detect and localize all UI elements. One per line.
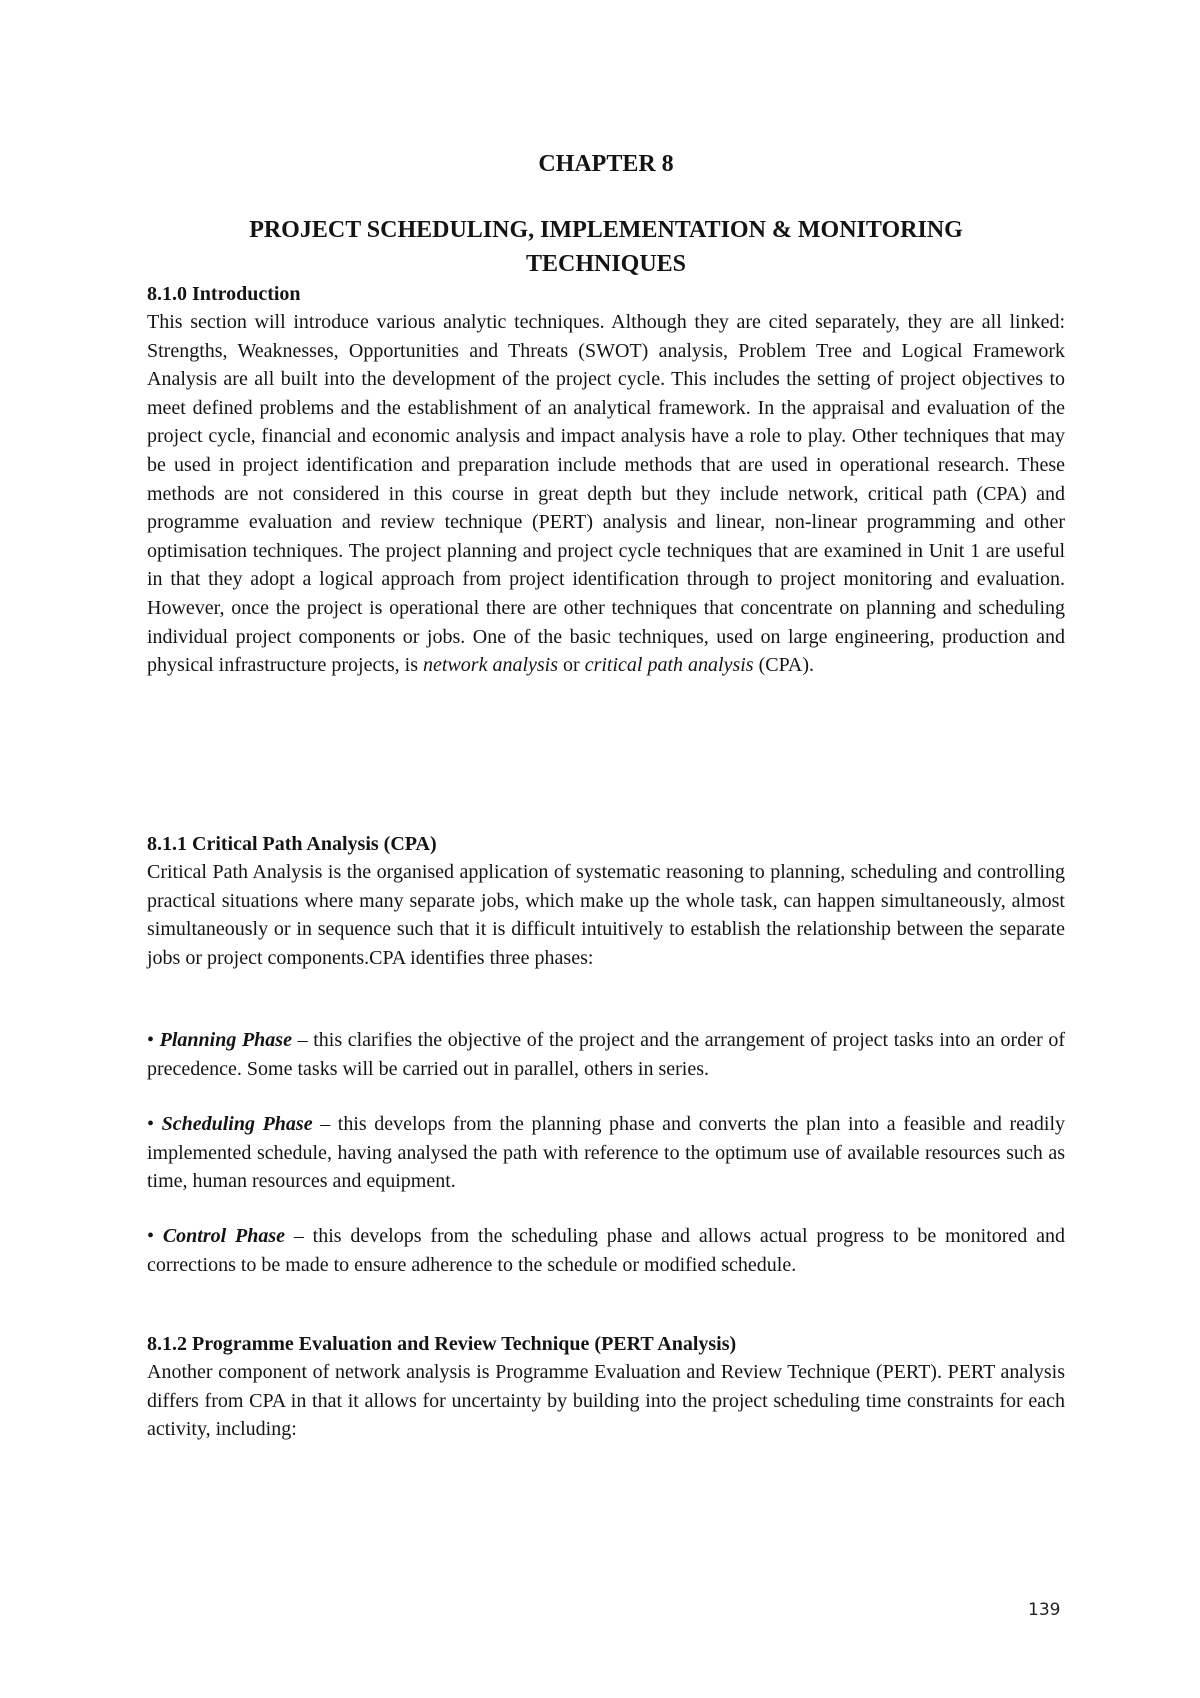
- intro-text-end: (CPA).: [753, 654, 814, 677]
- section-heading-8-1-2: 8.1.2 Programme Evaluation and Review Technique (PERT Analysis): [147, 1333, 737, 1355]
- phase-control: [147, 1222, 1065, 1279]
- intro-italic-critical-path-analysis: critical path analysis: [584, 654, 754, 677]
- phase-planning-text: – this clarifies the objective of the project and the arrangement of project tasks into an order of precedence. Some tasks will be carried out in parallel, others in series.: [147, 1029, 1066, 1080]
- phase-planning: [147, 1026, 1065, 1083]
- page-number: 139: [1028, 1600, 1061, 1620]
- phase-scheduling: [147, 1110, 1065, 1196]
- phase-scheduling-text: – this develops from the planning phase and converts the plan into a feasible and readily implemented schedule, having analysed the path with reference to the optimum use of available resources such as time, human resources and equipment.: [147, 1113, 1066, 1193]
- bullet-icon: •: [147, 1113, 155, 1135]
- intro-text: This section will introduce various analytic techniques. Although they are cited separately, they are all linked: Strengths, Weaknesses, Opportunities and Threats (SWOT) analysis, Problem Tree and Logical Framework Analysis are all built into the development of the project cycle. This includes the setting of project objectives to meet defined problems and the establishment of an analytical framework. In the appraisal and evaluation of the project cycle, financial and economic analysis and impact analysis have a role to play. Other techniques that may be used in project identification and preparation include methods that are used in operational research. These methods are not considered in this course in great depth but they include network, critical path (CPA) and programme evaluation and review technique (PERT) analysis and linear, non-linear programming and other optimisation techniques. The project planning and project cycle techniques that are examined in Unit 1 are useful in that they adopt a logical approach from project identification through to project monitoring and evaluation. However, once the project is operational there are other techniques that concentrate on planning and scheduling individual project components or jobs. One of the basic techniques, used on large engineering, production and physical infrastructure projects, is: [147, 311, 1065, 677]
- intro-paragraph: [147, 308, 1065, 680]
- phase-scheduling-name: Scheduling Phase: [161, 1113, 313, 1135]
- section-heading-8-1-1: 8.1.1 Critical Path Analysis (CPA): [147, 833, 437, 855]
- bullet-icon: •: [147, 1029, 155, 1051]
- intro-italic-network-analysis: network analysis: [423, 654, 559, 677]
- pert-paragraph: Another component of network analysis is Programme Evaluation and Review Technique (PERT). PERT analysis differs from CPA in that it allows for uncertainty by building into the project scheduling time constraints for each activity, including:: [147, 1361, 1065, 1441]
- chapter-title-line-1: PROJECT SCHEDULING, IMPLEMENTATION & MONITORING: [249, 217, 963, 243]
- bullet-icon: •: [147, 1225, 155, 1247]
- section-heading-8-1-0: 8.1.0 Introduction: [147, 283, 301, 305]
- intro-text-or: or: [558, 654, 585, 677]
- chapter-title: [147, 213, 1065, 281]
- phase-control-name: Control Phase: [162, 1225, 286, 1247]
- chapter-title-line-2: TECHNIQUES: [525, 251, 687, 277]
- phase-control-text: – this develops from the scheduling phase and allows actual progress to be monitored and corrections to be made to ensure adherence to the schedule or modified schedule.: [147, 1225, 1066, 1276]
- phase-planning-name: Planning Phase: [159, 1029, 292, 1051]
- chapter-label: CHAPTER 8: [538, 151, 674, 177]
- cpa-paragraph: Critical Path Analysis is the organised application of systematic reasoning to planning, scheduling and controlling practical situations where many separate jobs, which make up the whole task, can happen simultaneously, almost simultaneously or in sequence such that it is difficult intuitively to establish the relationship between the separate jobs or project components.CPA identifies three phases:: [147, 861, 1065, 969]
